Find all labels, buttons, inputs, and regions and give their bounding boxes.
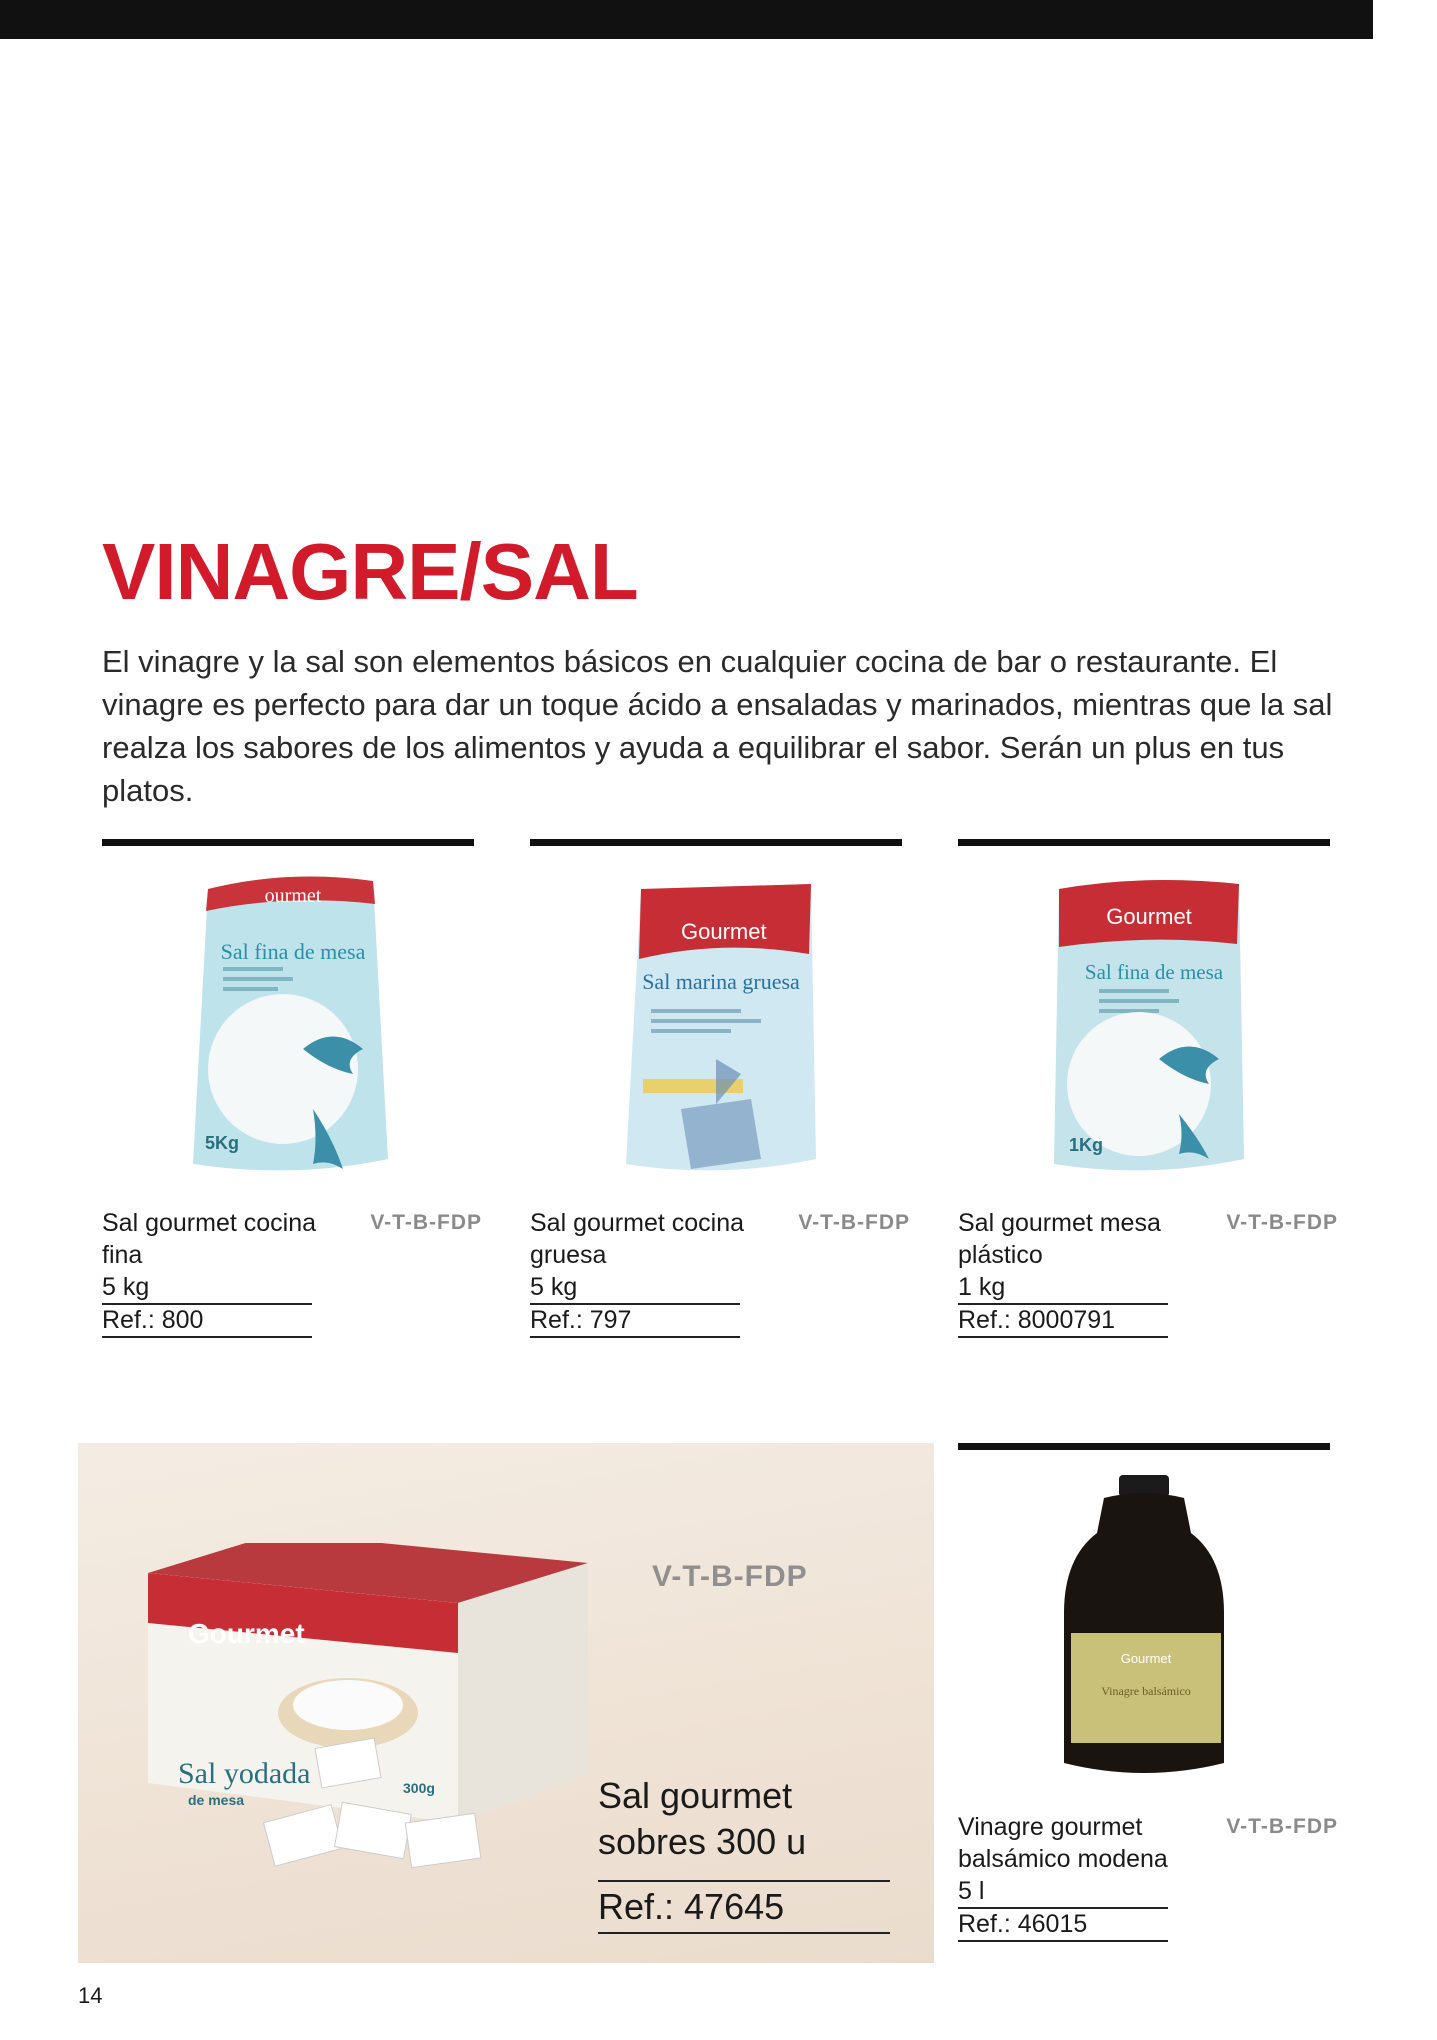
svg-text:Sal yodada: Sal yodada bbox=[178, 1757, 311, 1790]
page-title: VINAGRE/SAL bbox=[102, 527, 638, 616]
product-code: V-T-B-FDP bbox=[1226, 1211, 1338, 1234]
top-bar bbox=[0, 0, 1373, 39]
product-name: Sal gourmet cocina fina bbox=[102, 1209, 317, 1269]
svg-text:Sal marina gruesa: Sal marina gruesa bbox=[642, 969, 800, 994]
product-code: V-T-B-FDP bbox=[798, 1211, 910, 1234]
card-rule bbox=[958, 1443, 1330, 1450]
promo-code: V-T-B-FDP bbox=[652, 1560, 808, 1593]
salt-sachet-box-icon bbox=[108, 1543, 588, 1883]
card-rule bbox=[958, 839, 1330, 846]
svg-text:Sal fina de mesa: Sal fina de mesa bbox=[1084, 960, 1224, 984]
promo-salt-sachets bbox=[78, 1443, 934, 1963]
product-image bbox=[958, 859, 1330, 1189]
product-image bbox=[530, 859, 902, 1189]
svg-text:1Kg: 1Kg bbox=[1069, 1135, 1104, 1155]
product-size: 5 kg bbox=[102, 1271, 312, 1305]
svg-text:300g: 300g bbox=[403, 1780, 435, 1796]
product-name: Sal gourmet cocina gruesa bbox=[530, 1209, 745, 1269]
product-code: V-T-B-FDP bbox=[1226, 1815, 1338, 1838]
svg-text:Gourmet: Gourmet bbox=[188, 1618, 305, 1649]
svg-text:Vinagre balsámico: Vinagre balsámico bbox=[1101, 1684, 1191, 1698]
card-rule bbox=[530, 839, 902, 846]
product-ref: Ref.: 46015 bbox=[958, 1908, 1168, 1942]
salt-bag-icon bbox=[1029, 859, 1259, 1189]
product-image bbox=[102, 859, 474, 1189]
svg-text:Sal fina de mesa: Sal fina de mesa bbox=[220, 939, 366, 964]
product-name: Vinagre gourmet balsámico modena bbox=[958, 1813, 1168, 1873]
svg-text:de mesa: de mesa bbox=[188, 1792, 245, 1808]
product-size: 5 l bbox=[958, 1875, 1168, 1909]
promo-name: Sal gourmet sobres 300 u bbox=[598, 1775, 807, 1862]
product-name: Sal gourmet mesa plástico bbox=[958, 1209, 1161, 1269]
product-image bbox=[958, 1463, 1330, 1793]
product-code: V-T-B-FDP bbox=[370, 1211, 482, 1234]
svg-text:5Kg: 5Kg bbox=[205, 1133, 240, 1153]
svg-text:Gourmet: Gourmet bbox=[681, 919, 767, 944]
product-size: 5 kg bbox=[530, 1271, 740, 1305]
svg-text:ourmet: ourmet bbox=[264, 885, 322, 907]
vinegar-bottle-icon bbox=[1029, 1463, 1259, 1793]
card-rule bbox=[102, 839, 474, 846]
salt-bag-icon bbox=[173, 859, 403, 1189]
salt-bag-icon bbox=[601, 859, 831, 1189]
product-ref: Ref.: 797 bbox=[530, 1304, 740, 1338]
intro-text: El vinagre y la sal son elementos básicos en cualquier cocina de bar o restaurante. El vinagre es perfecto para dar un toque ácido a ensaladas y marinados, mientras que la sal realza los sabores de los alimentos y ayuda a equilibrar el sabor. Serán un plus en tus platos. bbox=[102, 644, 1333, 808]
page-number: 14 bbox=[78, 1983, 103, 2008]
product-ref: Ref.: 8000791 bbox=[958, 1304, 1168, 1338]
svg-text:Gourmet: Gourmet bbox=[1120, 1651, 1172, 1666]
svg-text:Gourmet: Gourmet bbox=[1106, 904, 1192, 929]
promo-ref: Ref.: 47645 bbox=[598, 1880, 890, 1934]
product-size: 1 kg bbox=[958, 1271, 1168, 1305]
product-ref: Ref.: 800 bbox=[102, 1304, 312, 1338]
